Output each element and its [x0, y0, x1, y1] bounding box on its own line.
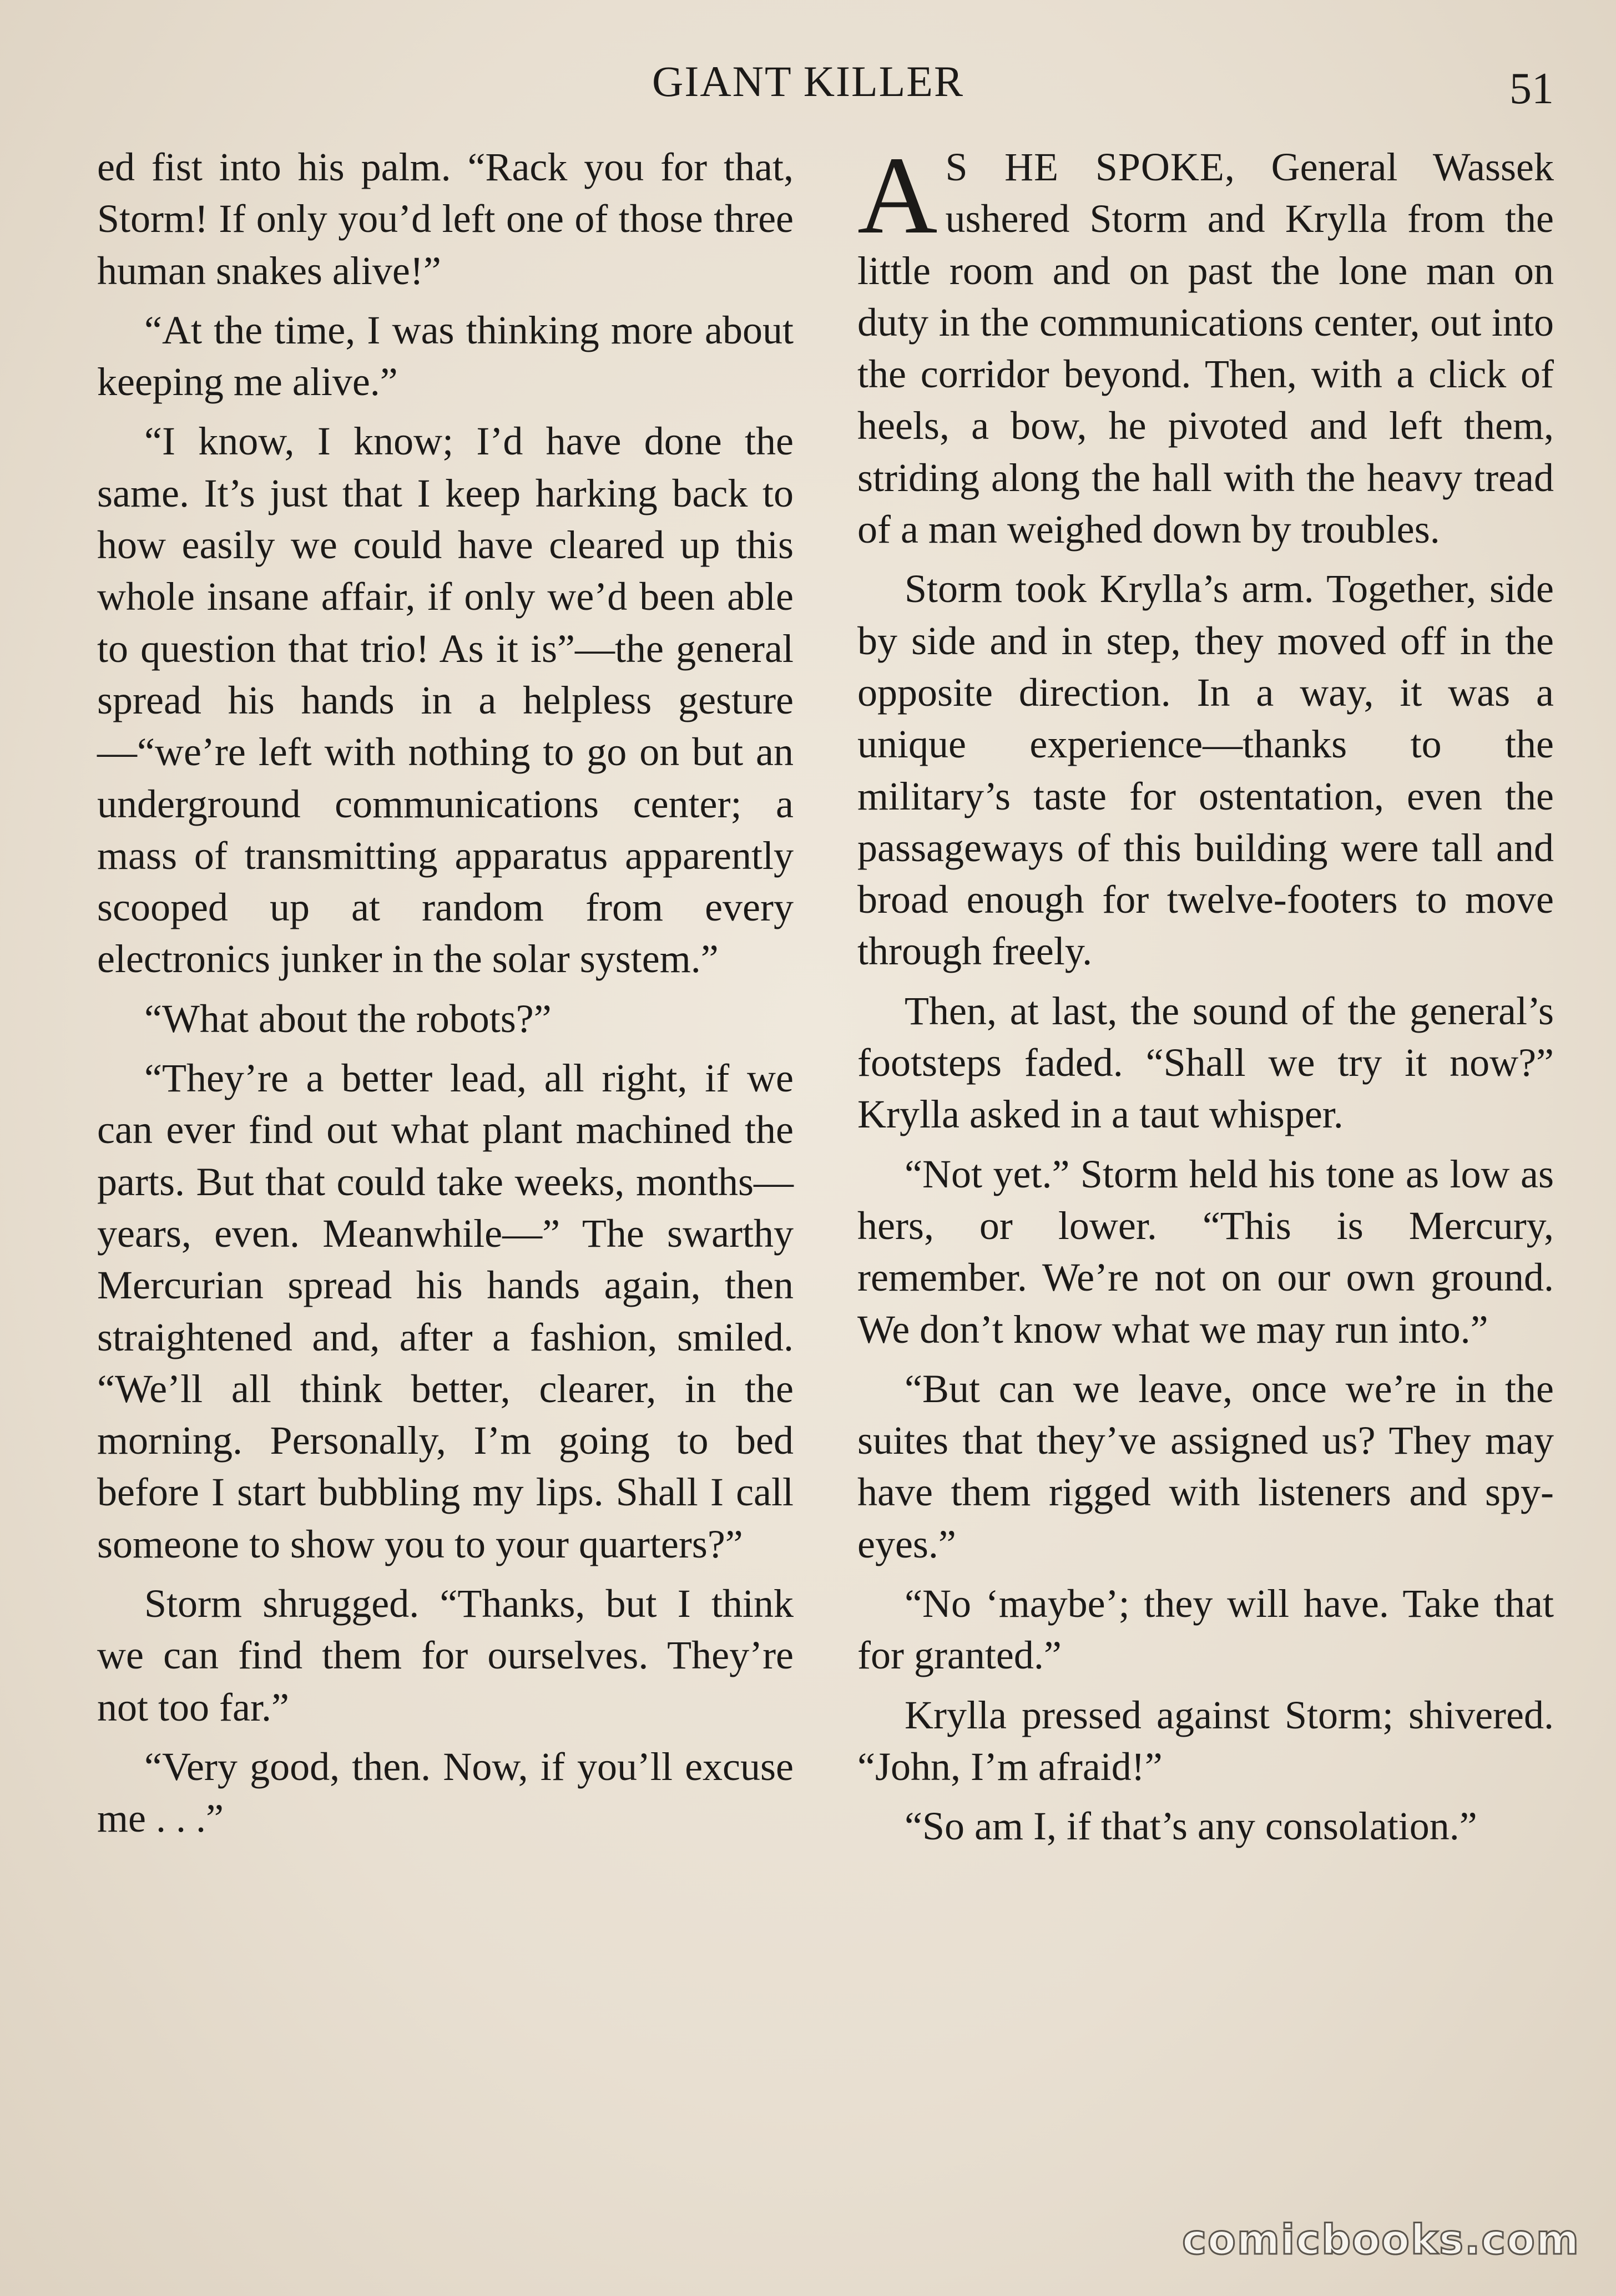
- watermark: comicbooks.com: [1182, 2216, 1580, 2264]
- paragraph: Then, at last, the sound of the general’s footsteps faded. “Shall we try it now?” Krylla asked in a taut whisper.: [857, 988, 1554, 1137]
- paragraph: “What about the robots?”: [144, 996, 552, 1041]
- opening-paragraph-text: General Wassek ushered Storm and Krylla from the little room and on past the lone man on duty in the communications center, out into the corridor beyond. Then, with a click of heels, a bow, he pivoted and left them, striding along the hall with the heavy tread of a man weighed down by troubles.: [857, 145, 1554, 552]
- lead-in: S HE SPOKE,: [945, 145, 1235, 189]
- paragraph: “But can we leave, once we’re in the suites that they’ve assigned us? They may have them rigged with listeners and spy-eyes.”: [857, 1366, 1554, 1566]
- paragraph: Storm shrugged. “Thanks, but I think we can find them for ourselves. They’re not too far.”: [97, 1581, 794, 1729]
- paragraph: “At the time, I was thinking more about keeping me alive.”: [97, 307, 794, 404]
- paragraph: “Very good, then. Now, if you’ll excuse me . . .”: [97, 1744, 794, 1841]
- opening-paragraph: [857, 134, 1554, 555]
- right-column: [857, 134, 1554, 1860]
- paragraph: ed fist into his palm. “Rack you for that, Storm! If only you’d left one of those three human snakes alive!”: [97, 145, 794, 293]
- paragraph: Krylla pressed against Storm; shivered. “John, I’m afraid!”: [857, 1692, 1554, 1789]
- paragraph: “So am I, if that’s any consolation.”: [905, 1804, 1477, 1849]
- left-column: [97, 141, 794, 1853]
- page-number: 51: [1509, 64, 1554, 113]
- paragraph: “Not yet.” Storm held his tone as low as hers, or lower. “This is Mercury, remember. We’re not on our own ground. We don’t know what we may run into.”: [857, 1151, 1554, 1352]
- drop-cap: A: [857, 134, 938, 257]
- paragraph: “No ‘maybe’; they will have. Take that for granted.”: [857, 1581, 1554, 1678]
- paragraph: “I know, I know; I’d have done the same. It’s just that I keep harking back to how easily we could have cleared up this whole insane affair, if only we’d been able to question that trio! As it is”—the general spread his hands in a helpless gesture—“we’re left with nothing to go on but an underground communications center; a mass of transmitting apparatus apparently scooped up at random from every electronics junker in the solar system.”: [97, 419, 794, 982]
- paragraph: Storm took Krylla’s arm. Together, side by side and in step, they moved off in the opposite direction. In a way, it was a unique experience—thanks to the military’s taste for ostentation, even the passageways of this building were tall and broad enough for twelve-footers to move through freely.: [857, 567, 1554, 974]
- paragraph: “They’re a better lead, all right, if we can ever find out what plant machined the parts. But that could take weeks, months—years, even. Meanwhile—” The swarthy Mercurian spread his hands again, then straightened and, after a fashion, smiled. “We’ll all think better, clearer, in the morning. Personally, I’m going to bed before I start bubbling my lips. Shall I call someone to show you to your quarters?”: [97, 1056, 794, 1566]
- running-title: GIANT KILLER: [652, 57, 964, 105]
